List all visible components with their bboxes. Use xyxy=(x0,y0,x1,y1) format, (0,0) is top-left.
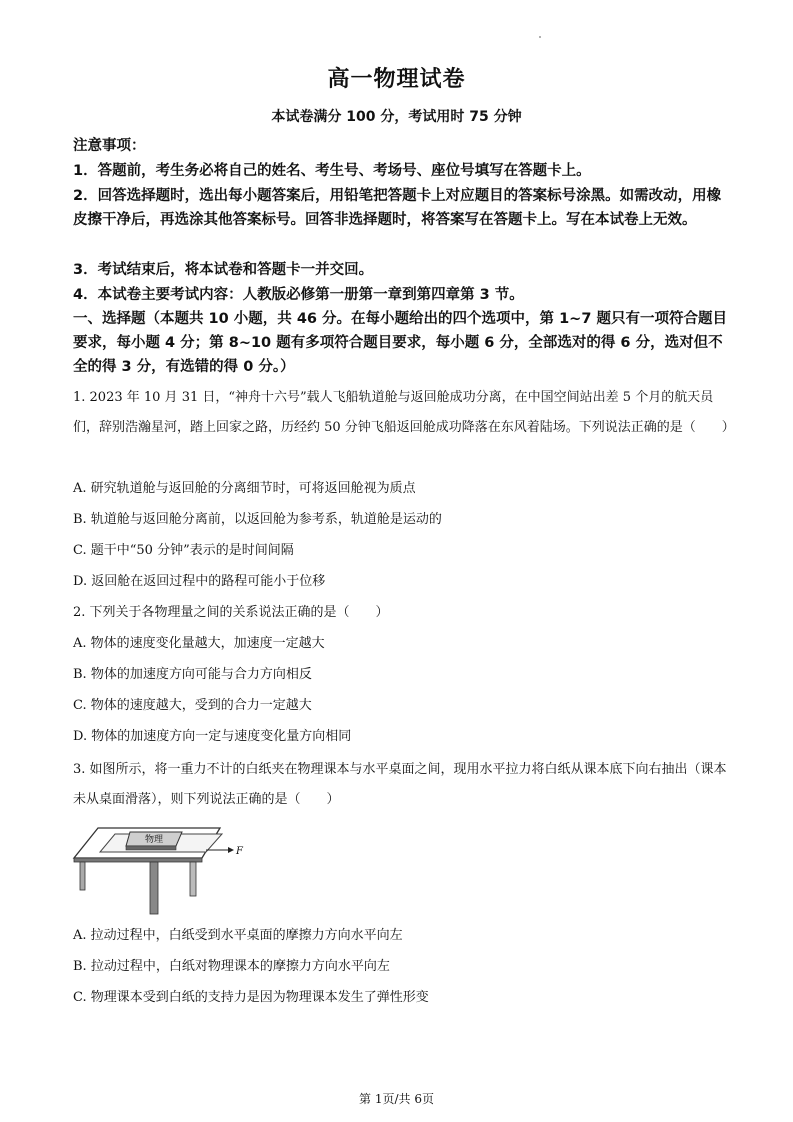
table-leg-back xyxy=(190,862,196,896)
question-2-option-a: A. 物体的速度变化量越大，加速度一定越大 xyxy=(73,636,325,651)
question-3-stem: 3. 如图所示，将一重力不计的白纸夹在物理课本与水平桌面之间，现用水平拉力将白纸从课本底下向右抽出（课本未从桌面滑落），则下列说法正确的是（ ） xyxy=(73,762,727,807)
page-title: 高一物理试卷 xyxy=(327,67,466,92)
force-arrow-head xyxy=(228,847,234,853)
table-leg-left xyxy=(80,862,85,890)
question-3-option-c: C. 物理课本受到白纸的支持力是因为物理课本发生了弹性形变 xyxy=(73,990,429,1005)
notice-item-2: 2．回答选择题时，选出每小题答案后，用铅笔把答题卡上对应题目的答案标号涂黑。如需改动，用橡皮擦干净后，再选涂其他答案标号。回答非选择题时，将答案写在答题卡上。写在本试卷上无效。 xyxy=(73,188,722,228)
question-2-stem: 2. 下列关于各物理量之间的关系说法正确的是（ ） xyxy=(73,605,389,620)
notice-item-4: 4．本试卷主要考试内容：人教版必修第一册第一章到第四章第 3 节。 xyxy=(73,287,524,303)
question-1-option-b: B. 轨道舱与返回舱分离前，以返回舱为参考系，轨道舱是运动的 xyxy=(73,512,442,527)
question-2-option-d: D. 物体的加速度方向一定与速度变化量方向相同 xyxy=(73,729,352,744)
question-2-option-b: B. 物体的加速度方向可能与合力方向相反 xyxy=(73,667,312,682)
table-edge xyxy=(74,858,202,862)
question-3-option-b: B. 拉动过程中，白纸对物理课本的摩擦力方向水平向左 xyxy=(73,959,390,974)
table-leg-front xyxy=(150,862,158,914)
desk-book-figure xyxy=(70,824,250,916)
question-3-option-a: A. 拉动过程中，白纸受到水平桌面的摩擦力方向水平向左 xyxy=(73,928,403,943)
question-1-stem: 1. 2023 年 10 月 31 日，“神舟十六号”载人飞船轨道舱与返回舱成功分离，在中国空间站出差 5 个月的航天员们，辞别浩瀚星河，踏上回家之路，历经约 50 分钟飞船返回舱成功降落在东风着陆场。下列说法正确的是（ ） xyxy=(73,390,735,435)
question-1-option-a: A. 研究轨道舱与返回舱的分离细节时，可将返回舱视为质点 xyxy=(73,481,416,496)
page-footer: 第 1页/共 6页 xyxy=(359,1092,434,1106)
notice-heading: 注意事项： xyxy=(73,138,146,154)
notice-item-1: 1．答题前，考生务必将自己的姓名、考生号、考场号、座位号填写在答题卡上。 xyxy=(73,163,591,179)
notice-item-3: 3．考试结束后，将本试卷和答题卡一并交回。 xyxy=(73,262,374,278)
book-side xyxy=(126,846,176,850)
book-label: 物理 xyxy=(144,835,164,845)
exam-subtitle: 本试卷满分 100 分，考试用时 75 分钟 xyxy=(271,109,522,125)
force-label: F xyxy=(236,846,243,857)
question-1-option-d: D. 返回舱在返回过程中的路程可能小于位移 xyxy=(73,574,326,589)
question-2-option-c: C. 物体的速度越大，受到的合力一定越大 xyxy=(73,698,312,713)
question-1-option-c: C. 题干中“50 分钟”表示的是时间间隔 xyxy=(73,543,294,558)
scan-speck xyxy=(539,36,541,38)
section-heading: 一、选择题（本题共 10 小题，共 46 分。在每小题给出的四个选项中，第 1~7 题只有一项符合题目要求，每小题 4 分；第 8~10 题有多项符合题目要求，每小题 6 分，全部选对的得 6 分，选对但不全的得 3 分，有选错的得 0 分。） xyxy=(73,311,727,375)
